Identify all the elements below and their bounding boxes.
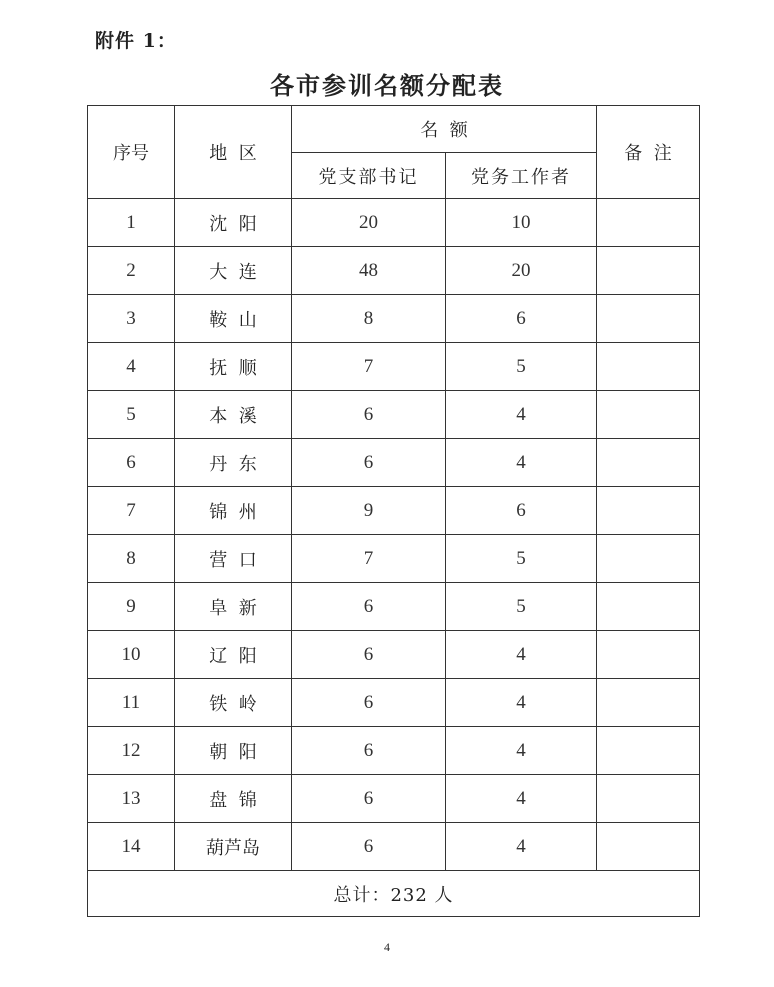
row-secretary-count-cell: 6: [292, 583, 446, 631]
row-region-cell: 大 连: [175, 247, 292, 295]
row-worker-count-cell: 20: [446, 247, 597, 295]
row-worker-count-cell: 4: [446, 727, 597, 775]
row-remarks-cell: [597, 679, 700, 727]
row-remarks-cell: [597, 343, 700, 391]
row-remarks-cell: [597, 295, 700, 343]
row-seq-cell: 5: [88, 391, 175, 439]
row-seq-cell: 14: [88, 823, 175, 871]
table-header: [88, 106, 700, 199]
header-remarks: 备 注: [597, 106, 700, 199]
row-secretary-count-cell: 20: [292, 199, 446, 247]
row-secretary-count-cell: 8: [292, 295, 446, 343]
row-seq-cell: 11: [88, 679, 175, 727]
table-row: [88, 583, 700, 631]
table-row: [88, 727, 700, 775]
table-row: [88, 823, 700, 871]
attachment-label: 附件 1：: [95, 30, 177, 52]
row-secretary-count-cell: 6: [292, 823, 446, 871]
row-region-cell: 葫芦岛: [175, 823, 292, 871]
table-row: [88, 295, 700, 343]
row-worker-count-cell: 6: [446, 487, 597, 535]
table-row: [88, 343, 700, 391]
row-remarks-cell: [597, 199, 700, 247]
row-worker-count-cell: 10: [446, 199, 597, 247]
row-region-cell: 阜 新: [175, 583, 292, 631]
table-row: [88, 247, 700, 295]
row-seq-cell: 3: [88, 295, 175, 343]
row-remarks-cell: [597, 247, 700, 295]
table-body: [88, 199, 700, 871]
row-seq-cell: 10: [88, 631, 175, 679]
row-region-cell: 抚 顺: [175, 343, 292, 391]
row-remarks-cell: [597, 823, 700, 871]
row-region-cell: 丹 东: [175, 439, 292, 487]
row-region-cell: 铁 岭: [175, 679, 292, 727]
row-region-cell: 鞍 山: [175, 295, 292, 343]
row-region-cell: 盘 锦: [175, 775, 292, 823]
row-seq-cell: 6: [88, 439, 175, 487]
row-secretary-count-cell: 48: [292, 247, 446, 295]
row-secretary-count-cell: 6: [292, 439, 446, 487]
row-region-cell: 沈 阳: [175, 199, 292, 247]
row-worker-count-cell: 4: [446, 679, 597, 727]
row-remarks-cell: [597, 631, 700, 679]
row-region-cell: 本 溪: [175, 391, 292, 439]
page-number: 4: [384, 940, 390, 954]
quota-allocation-table: [87, 105, 700, 917]
row-remarks-cell: [597, 439, 700, 487]
row-remarks-cell: [597, 583, 700, 631]
table-row: [88, 199, 700, 247]
header-party-worker: 党务工作者: [446, 153, 597, 199]
row-region-cell: 锦 州: [175, 487, 292, 535]
page-title: 各市参训名额分配表: [270, 71, 504, 100]
row-seq-cell: 13: [88, 775, 175, 823]
table-row: [88, 679, 700, 727]
row-worker-count-cell: 4: [446, 391, 597, 439]
row-region-cell: 营 口: [175, 535, 292, 583]
row-worker-count-cell: 4: [446, 775, 597, 823]
row-secretary-count-cell: 6: [292, 775, 446, 823]
row-seq-cell: 7: [88, 487, 175, 535]
header-region: 地 区: [175, 106, 292, 199]
table-row: [88, 775, 700, 823]
row-seq-cell: 8: [88, 535, 175, 583]
row-remarks-cell: [597, 727, 700, 775]
row-worker-count-cell: 5: [446, 343, 597, 391]
row-secretary-count-cell: 6: [292, 631, 446, 679]
row-remarks-cell: [597, 391, 700, 439]
row-region-cell: 朝 阳: [175, 727, 292, 775]
row-seq-cell: 1: [88, 199, 175, 247]
table-row: [88, 631, 700, 679]
row-region-cell: 辽 阳: [175, 631, 292, 679]
row-secretary-count-cell: 6: [292, 391, 446, 439]
row-remarks-cell: [597, 487, 700, 535]
row-seq-cell: 9: [88, 583, 175, 631]
header-seq: 序号: [88, 106, 175, 199]
row-worker-count-cell: 4: [446, 631, 597, 679]
row-seq-cell: 2: [88, 247, 175, 295]
row-seq-cell: 4: [88, 343, 175, 391]
row-secretary-count-cell: 6: [292, 727, 446, 775]
row-seq-cell: 12: [88, 727, 175, 775]
row-secretary-count-cell: 9: [292, 487, 446, 535]
row-secretary-count-cell: 7: [292, 343, 446, 391]
row-worker-count-cell: 4: [446, 439, 597, 487]
header-quota: 名 额: [292, 106, 597, 153]
table-row: [88, 487, 700, 535]
table-row: [88, 439, 700, 487]
row-worker-count-cell: 6: [446, 295, 597, 343]
row-worker-count-cell: 5: [446, 535, 597, 583]
row-remarks-cell: [597, 775, 700, 823]
row-remarks-cell: [597, 535, 700, 583]
table-row: [88, 391, 700, 439]
row-worker-count-cell: 4: [446, 823, 597, 871]
table-row: [88, 535, 700, 583]
row-secretary-count-cell: 7: [292, 535, 446, 583]
row-worker-count-cell: 5: [446, 583, 597, 631]
total-cell: 总计：232 人: [88, 871, 700, 917]
row-secretary-count-cell: 6: [292, 679, 446, 727]
header-branch-secretary: 党支部书记: [292, 153, 446, 199]
